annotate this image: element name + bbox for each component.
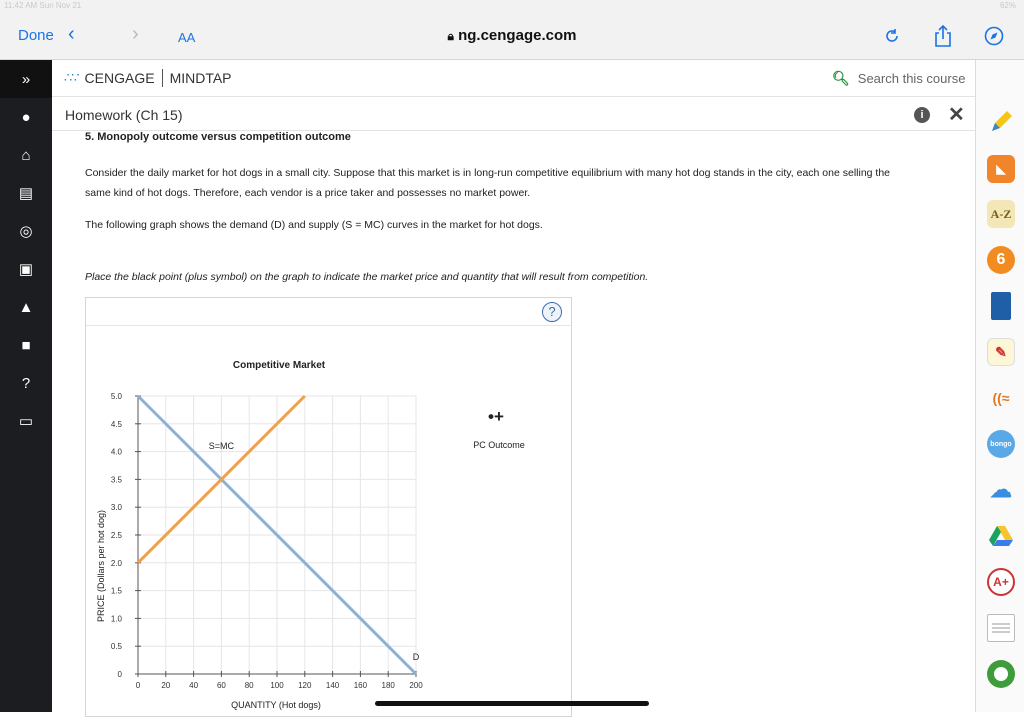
scroll-indicator[interactable] xyxy=(375,701,649,706)
y-tick-label: 0.5 xyxy=(110,642,122,652)
homework-title: Homework (Ch 15) xyxy=(65,107,183,123)
product-name: MINDTAP xyxy=(169,70,232,86)
address-bar[interactable] xyxy=(0,27,1024,44)
circle-app-icon[interactable] xyxy=(987,660,1015,688)
share-icon[interactable] xyxy=(932,24,954,48)
info-icon[interactable]: i xyxy=(914,107,930,123)
y-tick-label: 2.0 xyxy=(110,558,122,568)
close-icon[interactable]: ✕ xyxy=(948,104,965,126)
y-tick-label: 1.0 xyxy=(110,614,122,624)
cloud-icon[interactable]: ☁ xyxy=(990,477,1012,502)
plus-point-icon[interactable]: •+ xyxy=(488,407,504,426)
question-paragraph-2: The following graph shows the demand (D) and supply (S = MC) curves in the market for hot dogs. xyxy=(85,219,543,231)
brand-name: CENGAGE xyxy=(84,70,155,86)
question-instruction: Place the black point (plus symbol) on the graph to indicate the market price and quantity that will result from competition. xyxy=(85,271,649,283)
y-tick-label: 3.5 xyxy=(110,475,122,485)
top-navigation xyxy=(52,60,975,97)
briefcase-icon[interactable]: ■ xyxy=(21,336,31,354)
battery-level: 62% xyxy=(999,1,1016,10)
y-tick-label: 3.0 xyxy=(110,503,122,513)
x-tick-label: 60 xyxy=(216,681,226,690)
cengage-logo[interactable] xyxy=(64,69,232,87)
done-button[interactable]: Done xyxy=(18,27,54,44)
rss-icon[interactable]: ◣ xyxy=(987,155,1015,183)
readspeaker-icon[interactable]: ((≈ xyxy=(992,390,1010,406)
x-tick-label: 120 xyxy=(298,681,312,690)
graduation-cap-icon[interactable]: ▲ xyxy=(18,298,34,316)
book-app-icon[interactable] xyxy=(991,292,1011,320)
x-tick-label: 40 xyxy=(189,681,199,690)
question-title: 5. Monopoly outcome versus competition outcome xyxy=(85,131,351,143)
text-size-button[interactable]: AA xyxy=(178,30,196,45)
y-tick-label: 2.5 xyxy=(110,531,122,540)
question-content xyxy=(52,131,975,712)
search-placeholder: Search this course xyxy=(857,71,966,86)
browser-toolbar xyxy=(0,12,1024,60)
x-tick-label: 200 xyxy=(409,681,423,690)
lock-icon: 🔒︎ xyxy=(447,29,454,43)
question-paragraph-1: Consider the daily market for hot dogs in a small city. Suppose that this market is in long-run competitive equilibrium with many hot dog stands in the city, each one selling the same kind of hot dogs. Therefore, each vendor is a price taker and possesses no market power. xyxy=(85,167,891,199)
course-search[interactable] xyxy=(832,70,965,87)
notebook-app-icon[interactable] xyxy=(987,614,1015,642)
x-tick-label: 0 xyxy=(135,681,141,690)
book-icon[interactable]: ▣ xyxy=(18,261,34,278)
pc-outcome-label: PC Outcome xyxy=(473,440,525,450)
aplus-icon[interactable]: A+ xyxy=(987,568,1015,596)
status-time: 11:42 AM Sun Nov 21 xyxy=(4,1,82,10)
back-icon[interactable]: ‹ xyxy=(68,23,75,45)
profile-icon[interactable]: ● xyxy=(21,108,31,126)
notebook-icon[interactable]: ▤ xyxy=(18,185,34,202)
series-label: D xyxy=(412,652,420,662)
graph-container xyxy=(85,297,572,717)
compass-icon[interactable]: ◎ xyxy=(19,223,33,240)
homework-header xyxy=(52,97,975,131)
x-axis-label: QUANTITY (Hot dogs) xyxy=(231,700,321,710)
status-bar xyxy=(0,0,1024,12)
y-axis-label: PRICE (Dollars per hot dog) xyxy=(96,509,106,623)
search-icon: 🔍︎ xyxy=(832,70,850,86)
y-tick-label: 0 xyxy=(117,670,122,679)
home-icon[interactable]: ⌂ xyxy=(21,146,31,164)
google-drive-icon[interactable] xyxy=(987,522,1015,550)
six-icon[interactable]: 6 xyxy=(987,246,1015,274)
y-tick-label: 1.5 xyxy=(110,586,122,596)
forward-icon[interactable]: › xyxy=(132,23,139,45)
logo-mark-icon: ∴∵ xyxy=(64,70,79,85)
x-tick-label: 20 xyxy=(161,681,171,690)
graph-help-button[interactable]: ? xyxy=(542,302,562,322)
compass-icon[interactable] xyxy=(984,26,1004,46)
x-tick-label: 160 xyxy=(353,681,368,690)
y-tick-label: 5.0 xyxy=(110,392,122,401)
x-tick-label: 80 xyxy=(244,681,254,690)
pc-outcome-tool[interactable] xyxy=(473,407,525,450)
x-tick-label: 140 xyxy=(325,681,340,690)
dictionary-icon[interactable]: A-Z xyxy=(987,200,1015,228)
x-tick-label: 180 xyxy=(381,681,395,690)
y-tick-label: 4.0 xyxy=(110,447,122,457)
notes-icon[interactable]: ✎ xyxy=(987,338,1015,366)
graph-header xyxy=(86,298,571,326)
y-tick-label: 4.5 xyxy=(110,419,122,429)
expand-icon[interactable]: » xyxy=(0,60,52,98)
chart-title: Competitive Market xyxy=(232,360,326,371)
series-label: S=MC xyxy=(208,440,235,451)
feedback-icon[interactable]: ▭ xyxy=(18,413,34,430)
url-text: ng.cengage.com xyxy=(458,27,577,44)
bongo-icon[interactable]: bongo xyxy=(987,430,1015,458)
reload-icon[interactable] xyxy=(882,26,902,46)
x-tick-label: 100 xyxy=(270,681,284,690)
left-rail xyxy=(0,60,52,712)
help-icon[interactable]: ? xyxy=(21,374,31,392)
app-dock xyxy=(975,60,1024,712)
pencil-icon[interactable] xyxy=(987,108,1015,136)
competitive-market-chart[interactable] xyxy=(86,326,571,716)
